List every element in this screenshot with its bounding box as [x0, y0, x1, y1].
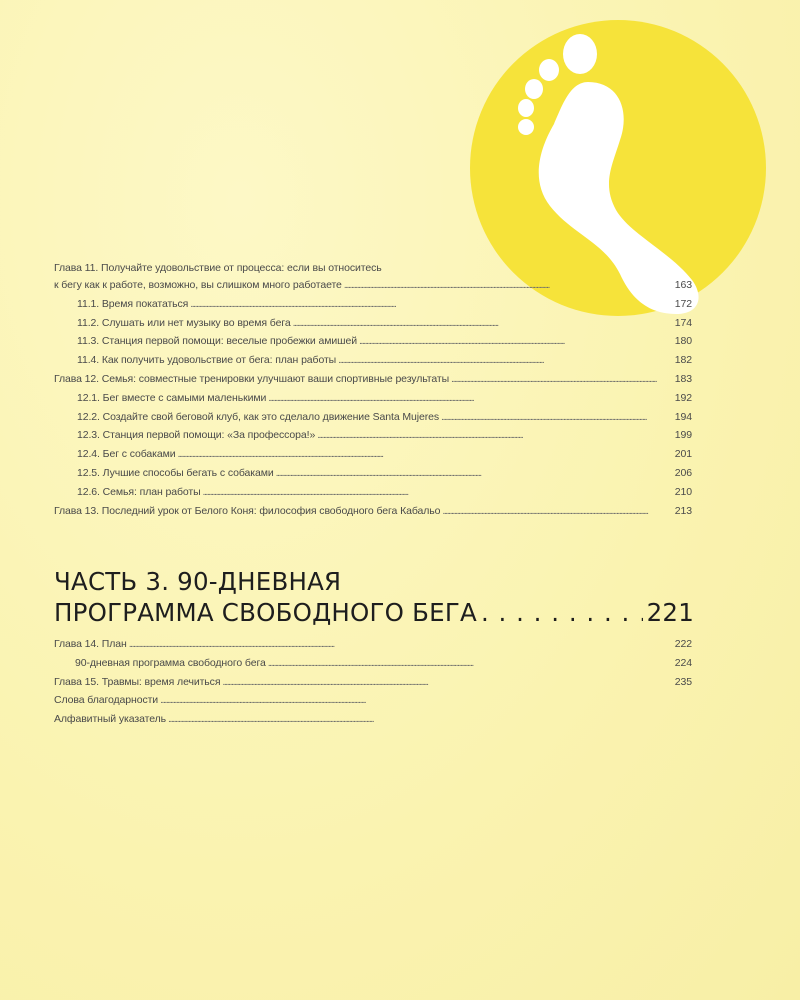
toc-entry[interactable]: [54, 483, 692, 502]
part3-heading[interactable]: [54, 566, 694, 628]
toc-entry-title: Глава 12. Семья: совместные тренировки улучшают ваши спортивные результаты: [54, 372, 450, 385]
toc-entry[interactable]: [54, 314, 692, 333]
dot-leader: [344, 276, 673, 295]
dot-leader: [268, 654, 673, 673]
toc-part3: [54, 635, 692, 729]
toc-entry[interactable]: [54, 261, 692, 276]
dot-leader: [451, 370, 673, 389]
toc-entry-title: 90-дневная программа свободного бега: [75, 656, 266, 669]
toc-entry-title: Глава 15. Травмы: время лечиться: [54, 675, 221, 688]
toc-entry-title: Глава 11. Получайте удовольствие от процесса: если вы относитесь: [54, 262, 382, 274]
toc-entry[interactable]: [54, 654, 692, 673]
toc-entry-page: 182: [674, 354, 692, 367]
toc-entry-title: 12.6. Семья: план работы: [77, 485, 201, 498]
dot-leader: [338, 351, 673, 370]
toc-entry-title: 12.2. Создайте свой беговой клуб, как это сделало движение Santa Mujeres: [77, 410, 440, 423]
toc-entry-page: 194: [674, 410, 692, 423]
toc-entry-page: 192: [674, 391, 692, 404]
toc-entry[interactable]: [54, 276, 692, 295]
toc-entry-page: 172: [674, 297, 692, 310]
toc-part2-tail: [54, 261, 692, 520]
dot-leader: [222, 673, 672, 692]
toc-entry-page: 163: [674, 279, 692, 291]
toc-entry-page: 224: [674, 656, 692, 669]
toc-entry-title: Глава 13. Последний урок от Белого Коня: философия свободного бега Кабальо: [54, 504, 441, 517]
dot-leader: [268, 389, 673, 408]
toc-entry-page: 201: [674, 448, 692, 461]
toc-entry-title: 12.5. Лучшие способы бегать с собаками: [77, 466, 274, 479]
dot-leader: [442, 502, 672, 521]
toc-entry-title: 12.3. Станция первой помощи: «За профессора!»: [77, 429, 316, 442]
toc-entry[interactable]: [54, 464, 692, 483]
toc-entry-page: 199: [674, 429, 692, 442]
toc-entry[interactable]: [54, 691, 692, 710]
toc-entry[interactable]: [54, 502, 692, 521]
dot-leader: [168, 710, 690, 729]
dot-leader: [160, 691, 690, 710]
toc-entry-title: 11.4. Как получить удовольствие от бега: план работы: [77, 354, 337, 367]
toc-entry[interactable]: [54, 635, 692, 654]
toc-entry[interactable]: [54, 332, 692, 351]
toc-entry[interactable]: [54, 389, 692, 408]
part3-heading-line2-row: [54, 597, 694, 628]
dot-leader: [317, 426, 673, 445]
toc-entry[interactable]: [54, 445, 692, 464]
toc-entry[interactable]: [54, 673, 692, 692]
toc-entry-title: 11.2. Слушать или нет музыку во время бега: [77, 316, 291, 329]
toc-entry[interactable]: [54, 710, 692, 729]
dot-leader: [359, 332, 673, 351]
toc-entry-page: 235: [674, 675, 692, 688]
toc-entry-page: 174: [674, 316, 692, 329]
toc-entry-page: 183: [674, 372, 692, 385]
toc-entry[interactable]: [54, 295, 692, 314]
part3-heading-line1: ЧАСТЬ 3. 90-ДНЕВНАЯ: [54, 567, 342, 596]
dot-leader: [276, 464, 673, 483]
dot-leader: [129, 635, 673, 654]
toc-entry-page: 222: [674, 638, 692, 650]
dot-leader: [441, 408, 673, 427]
toc-entry-title: 11.3. Станция первой помощи: веселые пробежки амишей: [77, 335, 357, 348]
part3-page: 221: [646, 598, 694, 627]
dot-leader: [177, 445, 672, 464]
toc-entry-title: Глава 14. План: [54, 638, 127, 650]
toc-entry-title: 11.1. Время покататься: [77, 297, 189, 310]
toc-entry[interactable]: [54, 408, 692, 427]
toc-entry-page: 206: [674, 466, 692, 479]
toc-entry-title: 12.4. Бег с собаками: [77, 448, 176, 461]
toc-entry-title: к бегу как к работе, возможно, вы слишком много работаете: [54, 279, 342, 291]
toc-entry-page: 213: [674, 504, 692, 517]
dot-leader: [203, 483, 673, 502]
dot-leader: [293, 314, 673, 333]
toc-entry-page: 180: [674, 335, 692, 348]
toc-entry-title: Слова благодарности: [54, 694, 159, 707]
toc-entry[interactable]: [54, 370, 692, 389]
toc-entry-title: 12.1. Бег вместе с самыми маленькими: [77, 391, 267, 404]
dot-leader: [190, 295, 672, 314]
toc-entry-title: Алфавитный указатель: [54, 713, 166, 726]
dot-leader: [481, 597, 643, 628]
toc-entry[interactable]: [54, 351, 692, 370]
part3-heading-line2: ПРОГРАММА СВОБОДНОГО БЕГА: [54, 598, 477, 627]
toc-entry[interactable]: [54, 426, 692, 445]
toc-entry-page: 210: [674, 485, 692, 498]
